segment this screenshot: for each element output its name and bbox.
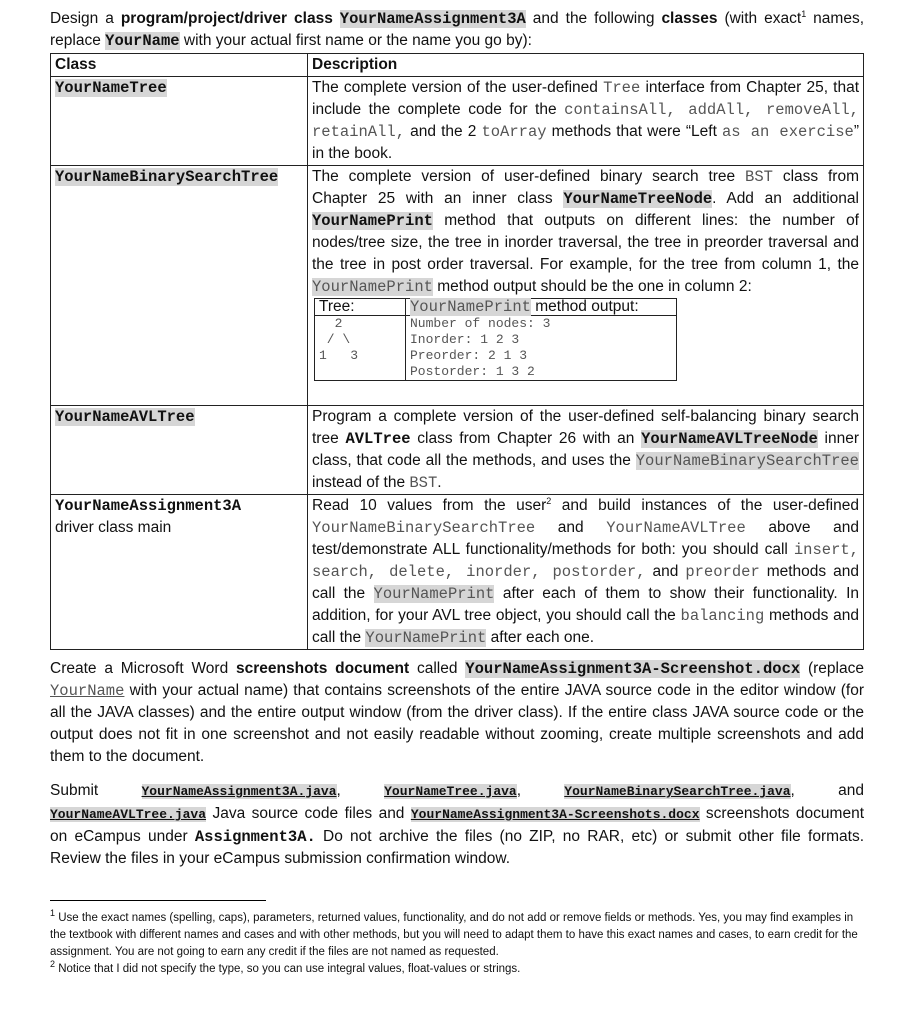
table-row <box>51 406 864 495</box>
intro-paragraph <box>50 8 864 52</box>
example-output: Number of nodes: 3 Inorder: 1 2 3 Preorder: 2 1 3 Postorder: 1 3 2 <box>406 316 677 381</box>
screenshot-doc-name: YourNameAssignment3A-Screenshot.docx <box>465 660 801 678</box>
intro-bold: classes <box>661 10 718 27</box>
file-name: YourNameBinarySearchTree.java <box>564 784 791 799</box>
intro-text: and the following <box>525 10 662 27</box>
footnote-ref-1[interactable]: 1 <box>801 8 807 19</box>
intro-text: with your actual first name or the name you go by): <box>179 32 532 49</box>
file-name: YourNameTree.java <box>384 784 517 799</box>
example-table <box>314 298 677 381</box>
footnote-2: $^2$ Notice that I did not specify the type, so you can use integral values, float-values or strings. <box>50 959 521 975</box>
assignment-document <box>50 8 864 870</box>
intro-text: names, replace <box>50 10 865 49</box>
table-row <box>51 77 864 166</box>
table-row <box>51 495 864 650</box>
footnote-ref-2[interactable]: 2 <box>546 495 552 506</box>
yourname-token: YourName <box>105 32 180 50</box>
class-description: The complete version of the user-defined Tree interface from Chapter 25, that include the complete code for the containsAll, addAll, removeAll, retainAll, and the 2 toArray methods that were “Left as an exercise” in the book. <box>308 77 864 166</box>
footnotes <box>50 910 864 978</box>
classes-table <box>50 53 864 650</box>
class-description: Program a complete version of the user-defined self-balancing binary search tree AVLTree class from Chapter 26 with an YourNameAVLTreeNode inner class, that code all the methods, and uses the YourNameBinarySearchTree instead of the BST. <box>308 406 864 495</box>
class-name: YourNameBinarySearchTree <box>55 168 279 186</box>
class-subtitle: driver class main <box>55 519 172 536</box>
file-name: YourNameAssignment3A-Screenshots.docx <box>410 807 700 822</box>
footnote-1: $^1$ Use the exact names (spelling, caps), parameters, returned values, functionality, and do not add or remove fields or methods. Yes, you may find examples in the textbook with different names and cases and with other methods, but you will need to adapt them to have this exact names and cases, to earn credit for the assignment. You are not going to earn any credit if the files are not named as requested. <box>50 908 858 958</box>
intro-text: Design a <box>50 10 121 27</box>
class-name: YourNameAVLTree <box>55 408 195 426</box>
footnote-divider <box>50 900 266 901</box>
table-row <box>51 166 864 406</box>
class-description: The complete version of user-defined binary search tree BST class from Chapter 25 with an inner class YourNameTreeNode. Add an additional YourNamePrint method that outputs on different lines: the number of nodes/tree size, the tree in inorder traversal, the tree in preorder traversal and the tree in post order traversal. For example, for the tree from column 1, the YourNamePrint method output should be the one in column 2: Tree: YourNamePrint method output: 2 / \ 1 3 Number of nodes: 3 Inorder: 1 2 3 Preorder: 2 1 3 Postorder: 1 3 2 <box>308 166 864 406</box>
example-tree-diagram: 2 / \ 1 3 <box>315 316 406 381</box>
class-name: YourNameAssignment3A <box>55 497 242 515</box>
table-header-row <box>51 54 864 77</box>
intro-text: (with exact <box>717 10 802 27</box>
assignment-name: Assignment3A. <box>194 828 316 846</box>
file-name: YourNameAVLTree.java <box>50 807 207 822</box>
header-class: Class <box>51 54 308 77</box>
example-tree-header: Tree: <box>315 299 406 316</box>
class-name: YourNameTree <box>55 79 167 97</box>
driver-class-name: YourNameAssignment3A <box>339 10 526 28</box>
file-name: YourNameAssignment3A.java <box>141 784 337 799</box>
submit-paragraph: Submit YourNameAssignment3A.java, YourNameTree.java, YourNameBinarySearchTree.java, and YourNameAVLTree.java Java source code files and YourNameAssignment3A-Screenshots.docx screenshots document on eCampus under Assignment3A. Do not archive the files (no ZIP, no RAR, etc) or submit other file formats. Review the files in your eCampus submission confirmation window. <box>50 782 864 867</box>
screenshots-paragraph: Create a Microsoft Word screenshots document called YourNameAssignment3A-Screenshot.docx (replace YourName with your actual name) that contains screenshots of the entire JAVA source code in the editor window (for all the JAVA classes) and the entire output window (from the driver class). If the entire class JAVA source code or the output does not fit in one screenshot and not easily readable without zooming, create multiple screenshots and add them to the document. <box>50 660 864 765</box>
intro-bold: program/project/driver class <box>120 10 340 27</box>
class-description: Read 10 values from the user$^2$ and build instances of the user-defined YourNameBinarySearchTree and YourNameAVLTree above and test/demonstrate ALL functionality/methods for both: you should call insert, search, delete, inorder, postorder, and preorder methods and call the YourNamePrint after each of them to show their functionality. In addition, for your AVL tree object, you should call the balancing methods and call the YourNamePrint after each one. <box>308 495 864 650</box>
example-output-header: YourNamePrint method output: <box>406 299 677 316</box>
header-description: Description <box>308 54 864 77</box>
